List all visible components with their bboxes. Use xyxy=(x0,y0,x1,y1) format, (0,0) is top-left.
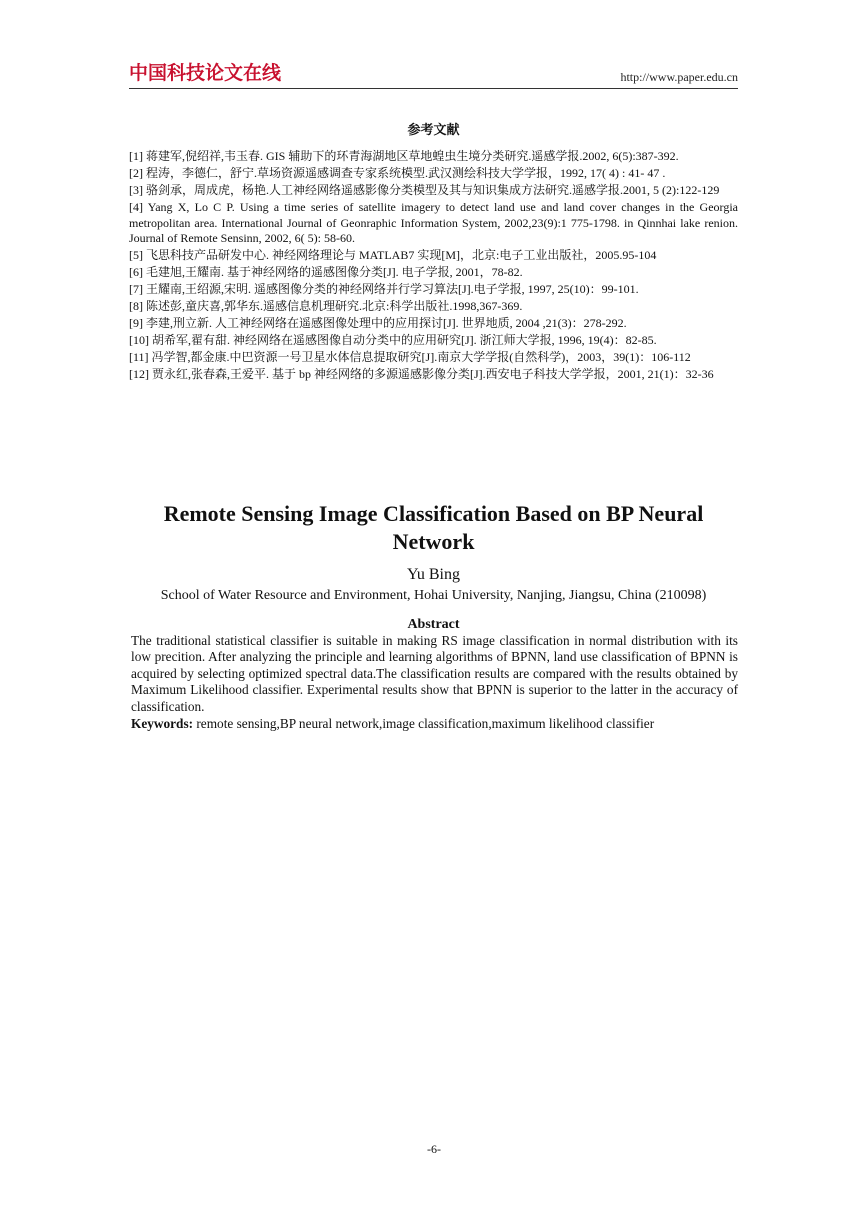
reference-item: [9] 李建,刑立新. 人工神经网络在遥感图像处理中的应用探讨[J]. 世界地质, 2004 ,21(3)：278-292. xyxy=(129,316,627,331)
reference-item: [11] 冯学智,都金康.中巴资源一号卫星水体信息提取研究[J].南京大学学报(自然科学)，2003，39(1)：106-112 xyxy=(129,350,691,365)
keywords-line xyxy=(131,716,738,732)
reference-item: [5] 飞思科技产品研发中心. 神经网络理论与 MATLAB7 实现[M]，北京:电子工业出版社，2005.95-104 xyxy=(129,248,657,263)
header-url[interactable]: http://www.paper.edu.cn xyxy=(620,70,738,84)
author-affiliation: School of Water Resource and Environment, Hohai University, Nanjing, Jiangsu, China (210098) xyxy=(160,588,707,603)
reference-list xyxy=(129,149,738,384)
reference-item: [10] 胡希军,翟有甜. 神经网络在遥感图像自动分类中的应用研究[J]. 浙江师大学报, 1996, 19(4)：82-85. xyxy=(129,333,657,348)
keywords-label: Keywords: xyxy=(131,716,194,731)
reference-item: [6] 毛建旭,王耀南. 基于神经网络的遥感图像分类[J]. 电子学报, 2001，78-82. xyxy=(129,265,523,280)
reference-item: [12] 贾永红,张春森,王爱平. 基于 bp 神经网络的多源遥感影像分类[J].西安电子科技大学学报，2001, 21(1)：32-36 xyxy=(129,367,714,382)
abstract-text: The traditional statistical classifier is suitable in making RS image classification in normal distribution with its low precition. After analyzing the principle and learning algorithms of BPNN, land use classification of BPNN is acquired by selecting optimized spectral data.The classification results are compared with the results obtained by Maximum Likelihood classifier. Experimental results show that BPNN is superior to the latter in the accuracy of classification. xyxy=(131,633,738,714)
reference-item: [1] 蒋建军,倪绍祥,韦玉春. GIS 辅助下的环青海湖地区草地蝗虫生境分类研究.遥感学报.2002, 6(5):387-392. xyxy=(129,149,679,163)
author-name: Yu Bing xyxy=(407,566,460,583)
paper-title: Remote Sensing Image Classification Based on BP Neural Network xyxy=(163,501,704,554)
reference-item: [3] 骆剑承，周成虎，杨艳.人工神经网络遥感影像分类模型及其与知识集成方法研究.遥感学报.2001, 5 (2):122-129 xyxy=(129,182,720,197)
page-number: -6- xyxy=(427,1142,441,1156)
abstract-heading: Abstract xyxy=(407,617,460,632)
reference-item: [2] 程涛，李德仁，舒宁.草场资源遥感调查专家系统模型.武汉测绘科技大学学报，1992, 17( 4) : 41- 47 . xyxy=(129,165,666,180)
keywords-text: remote sensing,BP neural network,image classification,maximum likelihood classifier xyxy=(193,716,655,731)
page-header xyxy=(129,60,738,89)
reference-item: [8] 陈述彭,童庆喜,郭华东.遥感信息机理研究.北京:科学出版社.1998,367-369. xyxy=(129,299,523,314)
site-logo: 中国科技论文在线 xyxy=(129,62,282,84)
references-heading: 参考文献 xyxy=(407,123,460,138)
reference-item: [7] 王耀南,王绍源,宋明. 遥感图像分类的神经网络并行学习算法[J].电子学报, 1997, 25(10)：99-101. xyxy=(129,282,639,297)
reference-item: [4] Yang X, Lo C P. Using a time series of satellite imagery to detect land use and land cover changes in the Georgia metropolitan area. International Journal of Geonraphic Information System, 2002,23(9):1 775-1798. in Qinnhai lake renion. Journal of Remote Sensinn, 2002, 6( 5): 58-60. xyxy=(129,199,738,246)
